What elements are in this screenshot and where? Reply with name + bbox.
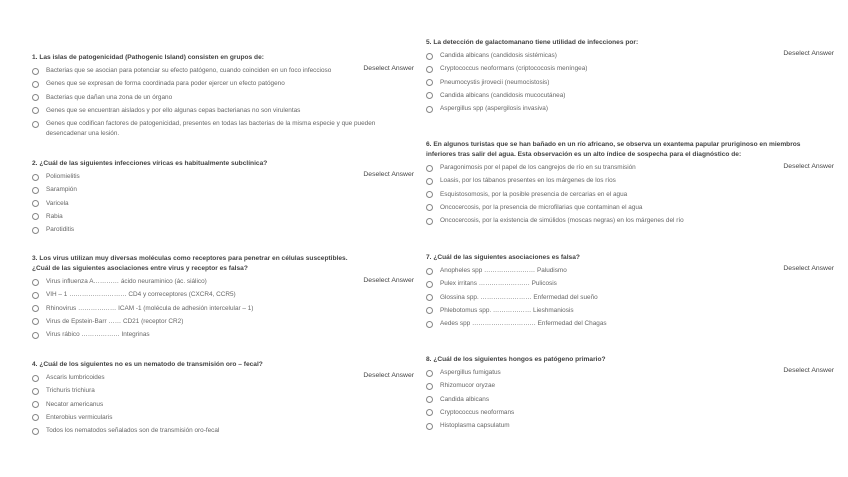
- deselect-answer-button-2[interactable]: Deselect Answer: [363, 171, 414, 178]
- radio-icon[interactable]: [426, 178, 433, 185]
- question-3-options: [32, 277, 414, 340]
- question-1-options: [32, 66, 414, 138]
- radio-icon[interactable]: [426, 370, 433, 377]
- question-1: [32, 53, 414, 142]
- question-3-title: 3. Los virus utilizan muy diversas moléculas como receptores para penetrar en células susceptibles. ¿Cuál de las siguientes asociaciones entre virus y receptor es falsa?: [32, 255, 348, 272]
- option-7b[interactable]: Pulex irritans …………………… Pulicosis: [426, 279, 834, 289]
- option-3e[interactable]: Virus rábico ……………… Integrinas: [32, 330, 414, 340]
- option-2a[interactable]: Poliomielitis: [32, 172, 414, 182]
- option-8c[interactable]: Candida albicans: [426, 395, 834, 405]
- option-3b[interactable]: VIH – 1 ……………………… CD4 y correceptores (CXCR4, CCR5): [32, 290, 414, 300]
- radio-icon[interactable]: [426, 321, 433, 328]
- deselect-answer-button-4[interactable]: Deselect Answer: [363, 372, 414, 379]
- question-4-title: 4. ¿Cuál de los siguientes no es un nematodo de transmisión oro – fecal?: [32, 361, 263, 368]
- radio-icon[interactable]: [32, 375, 39, 382]
- radio-icon[interactable]: [32, 401, 39, 408]
- option-8b[interactable]: Rhizomucor oryzae: [426, 381, 834, 391]
- radio-icon[interactable]: [426, 383, 433, 390]
- deselect-answer-button-6[interactable]: Deselect Answer: [783, 163, 834, 170]
- question-5-options: [426, 51, 834, 114]
- radio-icon[interactable]: [32, 332, 39, 339]
- radio-icon[interactable]: [32, 174, 39, 181]
- question-8: [426, 355, 834, 434]
- option-4d[interactable]: Enterobius vermicularis: [32, 413, 414, 423]
- radio-icon[interactable]: [426, 307, 433, 314]
- radio-icon[interactable]: [32, 292, 39, 299]
- option-7d[interactable]: Phlebotomus spp. ……………… Lieshmaniosis: [426, 306, 834, 316]
- question-8-title: 8. ¿Cuál de los siguientes hongos es patógeno primario?: [426, 356, 606, 363]
- option-2e[interactable]: Parotiditis: [32, 225, 414, 235]
- option-5c[interactable]: Pneumocystis jirovecii (neumocistosis): [426, 78, 834, 88]
- radio-icon[interactable]: [32, 414, 39, 421]
- option-5e[interactable]: Aspergillus spp (aspergilosis invasiva): [426, 104, 834, 114]
- deselect-answer-button-7[interactable]: Deselect Answer: [783, 265, 834, 272]
- question-2: [32, 159, 414, 238]
- option-6d[interactable]: Oncocercosis, por la presencia de microfilarias que contaminan el agua: [426, 203, 834, 213]
- radio-icon[interactable]: [32, 388, 39, 395]
- option-8e[interactable]: Histoplasma capsulatum: [426, 421, 834, 431]
- option-7e[interactable]: Aedes spp ………………………… Enfermedad del Chagas: [426, 319, 834, 329]
- option-3c[interactable]: Rhinovirus ……………… ICAM -1 (molécula de adhesión intercelular – 1): [32, 304, 414, 314]
- radio-icon[interactable]: [426, 165, 433, 172]
- option-7a[interactable]: Anopheles spp …………………… Paludismo: [426, 266, 834, 276]
- radio-icon[interactable]: [426, 92, 433, 99]
- option-5b[interactable]: Cryptococcus neoformans (criptococosis meníngea): [426, 64, 834, 74]
- option-5a[interactable]: Candida albicans (candidosis sistémicas): [426, 51, 834, 61]
- question-7-options: [426, 266, 834, 329]
- deselect-answer-button-3[interactable]: Deselect Answer: [363, 277, 414, 284]
- radio-icon[interactable]: [32, 279, 39, 286]
- option-1c[interactable]: Bacterias que dañan una zona de un órgano: [32, 93, 414, 103]
- option-6c[interactable]: Esquistosomosis, por la posible presencia de cercarias en el agua: [426, 190, 834, 200]
- radio-icon[interactable]: [426, 66, 433, 73]
- option-4b[interactable]: Trichuris trichiura: [32, 386, 414, 396]
- radio-icon[interactable]: [32, 81, 39, 88]
- option-1d[interactable]: Genes que se encuentran aislados y por ello algunas cepas bacterianas no son virulentas: [32, 106, 414, 116]
- deselect-answer-button-5[interactable]: Deselect Answer: [783, 50, 834, 57]
- radio-icon[interactable]: [426, 191, 433, 198]
- radio-icon[interactable]: [32, 227, 39, 234]
- option-6b[interactable]: Loasis, por los tábanos presentes en los márgenes de los ríos: [426, 176, 834, 186]
- option-2d[interactable]: Rabia: [32, 212, 414, 222]
- radio-icon[interactable]: [32, 318, 39, 325]
- question-3: [32, 254, 414, 343]
- question-4: [32, 360, 414, 439]
- radio-icon[interactable]: [32, 213, 39, 220]
- radio-icon[interactable]: [426, 106, 433, 113]
- question-8-options: [426, 368, 834, 431]
- radio-icon[interactable]: [426, 79, 433, 86]
- option-4e[interactable]: Todos los nematodos señalados son de transmisión oro-fecal: [32, 426, 414, 436]
- radio-icon[interactable]: [32, 428, 39, 435]
- option-6a[interactable]: Paragonimosis por el papel de los cangrejos de río en su transmisión: [426, 163, 834, 173]
- option-7c[interactable]: Glossina spp. …………………… Enfermedad del sueño: [426, 293, 834, 303]
- question-6: [426, 140, 834, 229]
- option-1b[interactable]: Genes que se expresan de forma coordinada para poder ejercer un efecto patógeno: [32, 79, 414, 89]
- radio-icon[interactable]: [32, 107, 39, 114]
- question-7: [426, 253, 834, 332]
- radio-icon[interactable]: [32, 68, 39, 75]
- question-6-options: [426, 163, 834, 226]
- radio-icon[interactable]: [32, 305, 39, 312]
- radio-icon[interactable]: [32, 121, 39, 128]
- deselect-answer-button-1[interactable]: Deselect Answer: [363, 65, 414, 72]
- question-4-options: [32, 373, 414, 436]
- radio-icon[interactable]: [426, 281, 433, 288]
- question-2-options: [32, 172, 414, 235]
- radio-icon[interactable]: [32, 200, 39, 207]
- radio-icon[interactable]: [32, 187, 39, 194]
- option-4c[interactable]: Necator americanus: [32, 400, 414, 410]
- radio-icon[interactable]: [426, 268, 433, 275]
- deselect-answer-button-8[interactable]: Deselect Answer: [783, 367, 834, 374]
- question-5-title: 5. La detección de galactomanano tiene utilidad de infecciones por:: [426, 39, 639, 46]
- radio-icon[interactable]: [426, 423, 433, 430]
- question-1-title: 1. Las islas de patogenicidad (Pathogenic Island) consisten en grupos de:: [32, 54, 264, 61]
- option-8d[interactable]: Cryptococcus neoformans: [426, 408, 834, 418]
- radio-icon[interactable]: [32, 94, 39, 101]
- option-1a[interactable]: Bacterias que se asocian para potenciar su efecto patógeno, cuando coinciden en un foco infeccioso: [32, 66, 414, 76]
- option-8a[interactable]: Aspergillus fumigatus: [426, 368, 834, 378]
- radio-icon[interactable]: [426, 396, 433, 403]
- question-2-title: 2. ¿Cuál de las siguientes infecciones víricas es habitualmente subclínica?: [32, 160, 268, 167]
- option-1e[interactable]: Genes que codifican factores de patogenicidad, presentes en todas las bacterias de la misma especie y que pueden desencadenar una lesión.: [32, 119, 414, 138]
- radio-icon[interactable]: [426, 218, 433, 225]
- radio-icon[interactable]: [426, 294, 433, 301]
- option-5d[interactable]: Candida albicans (candidosis mucocutánea): [426, 91, 834, 101]
- radio-icon[interactable]: [426, 409, 433, 416]
- option-6e[interactable]: Oncocercosis, por la existencia de simúlidos (moscas negras) en los márgenes del río: [426, 216, 834, 226]
- question-7-title: 7. ¿Cuál de las siguientes asociaciones es falsa?: [426, 254, 580, 261]
- question-5: [426, 38, 834, 117]
- radio-icon[interactable]: [426, 204, 433, 211]
- radio-icon[interactable]: [426, 53, 433, 60]
- option-2c[interactable]: Varicela: [32, 199, 414, 209]
- option-2b[interactable]: Sarampión: [32, 185, 414, 195]
- option-4a[interactable]: Ascaris lumbricoides: [32, 373, 414, 383]
- option-3d[interactable]: Virus de Epstein-Barr …… CD21 (receptor CR2): [32, 317, 414, 327]
- question-6-title: 6. En algunos turistas que se han bañado en un río africano, se observa un exantema papular pruriginoso en miembros inferiores tras salir del agua. Esta observación es un alto índice de sospecha para el diagnóstico de:: [426, 141, 801, 158]
- option-3a[interactable]: Virus influenza A………… ácido neuraminico (ác. siálico): [32, 277, 414, 287]
